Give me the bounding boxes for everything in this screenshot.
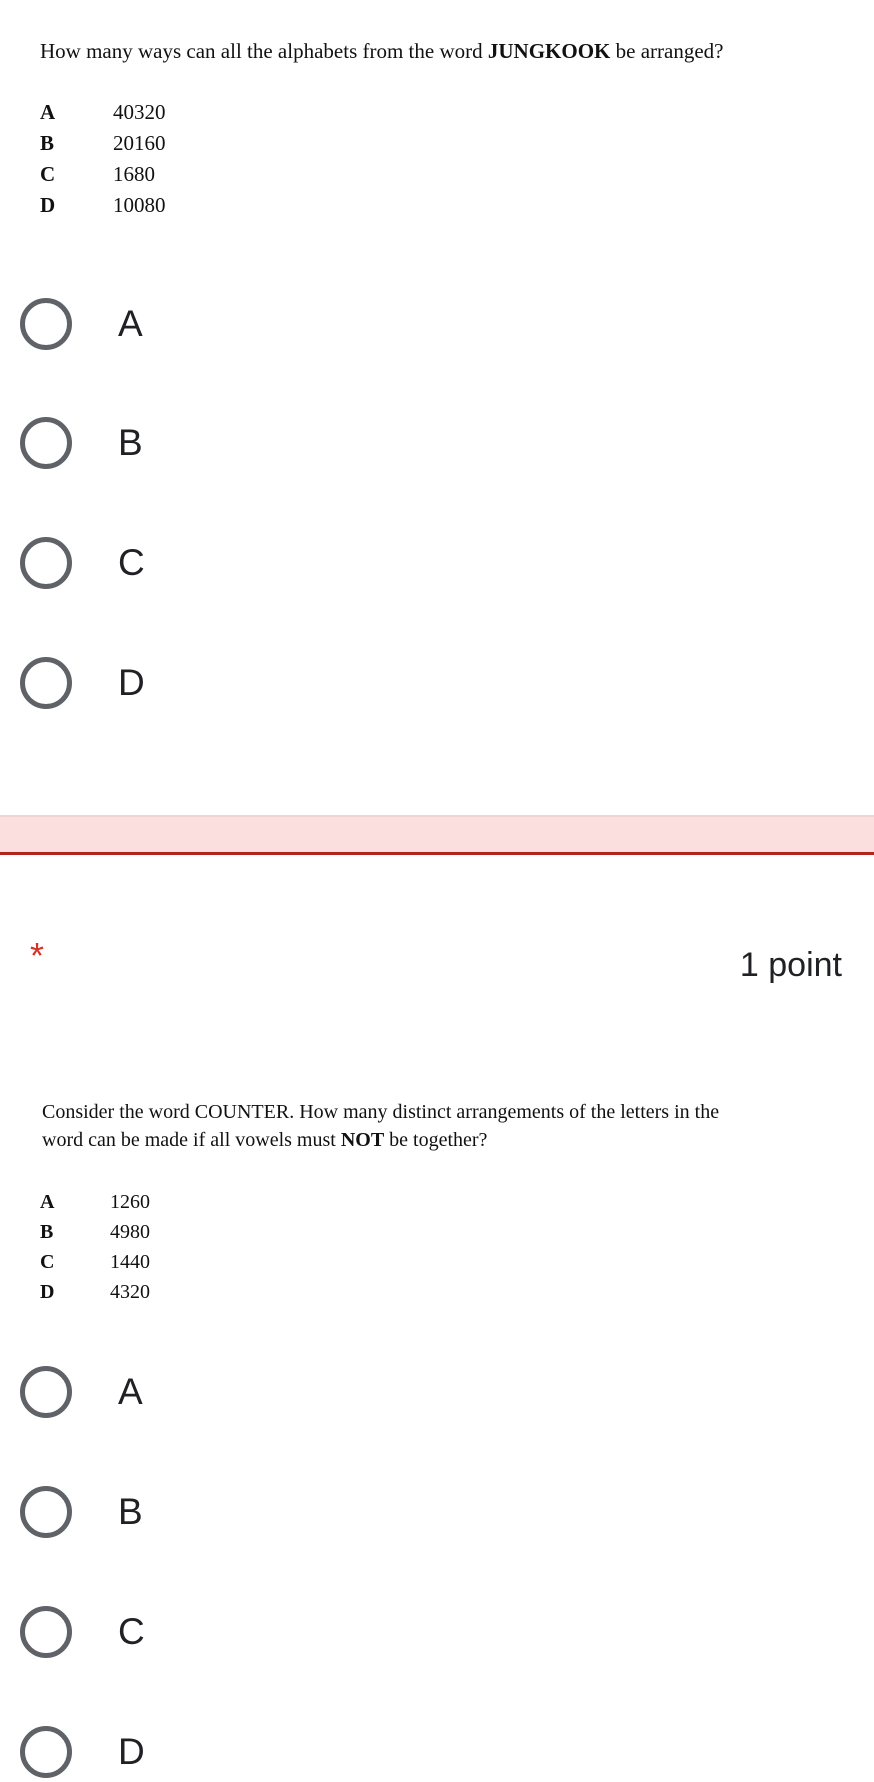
option-row: A 40320 [40, 100, 166, 124]
q2-choice-c[interactable] [20, 1602, 145, 1662]
q2-choice-b[interactable] [20, 1482, 143, 1542]
choice-label: B [118, 422, 143, 463]
choice-label: D [118, 662, 145, 703]
option-row: D 4320 [40, 1280, 150, 1303]
option-row: B 4980 [40, 1220, 150, 1243]
choice-label: D [118, 1731, 145, 1772]
option-row: C 1680 [40, 162, 155, 186]
points-label: 1 point [739, 946, 842, 984]
q1-choice-c[interactable] [20, 533, 145, 593]
question-2-image [0, 1090, 874, 1320]
q2-choice-a[interactable] [20, 1362, 143, 1422]
q1-choice-b[interactable] [20, 413, 143, 473]
question-2-options-table [40, 1187, 150, 1307]
radio-button[interactable] [20, 1726, 72, 1778]
option-row: B 20160 [40, 131, 166, 155]
option-row: C 1440 [40, 1250, 150, 1273]
radio-button[interactable] [20, 537, 72, 589]
question-2-line-1: Consider the word COUNTER. How many distinct arrangements of the letters in the [42, 1101, 720, 1123]
radio-button[interactable] [20, 657, 72, 709]
question-2-line-2: word can be made if all vowels must NOT be together? [42, 1129, 488, 1151]
option-row: D 10080 [40, 193, 166, 217]
choice-label: C [118, 542, 145, 583]
choice-label: A [118, 303, 143, 344]
question-separator [0, 815, 874, 855]
q1-choice-d[interactable] [20, 653, 145, 713]
question-1-options-table [40, 97, 166, 221]
required-marker: * [30, 935, 45, 976]
radio-button[interactable] [20, 298, 72, 350]
q1-choice-a[interactable] [20, 294, 143, 354]
question-1-text: How many ways can all the alphabets from the word JUNGKOOK be arranged? [40, 39, 724, 63]
q2-choice-d[interactable] [20, 1722, 145, 1782]
choice-label: B [118, 1491, 143, 1532]
radio-button[interactable] [20, 1606, 72, 1658]
choice-label: A [118, 1371, 143, 1412]
radio-button[interactable] [20, 1486, 72, 1538]
question-1-image [0, 0, 874, 240]
radio-button[interactable] [20, 1366, 72, 1418]
option-row: A 1260 [40, 1190, 150, 1213]
choice-label: C [118, 1611, 145, 1652]
radio-button[interactable] [20, 417, 72, 469]
